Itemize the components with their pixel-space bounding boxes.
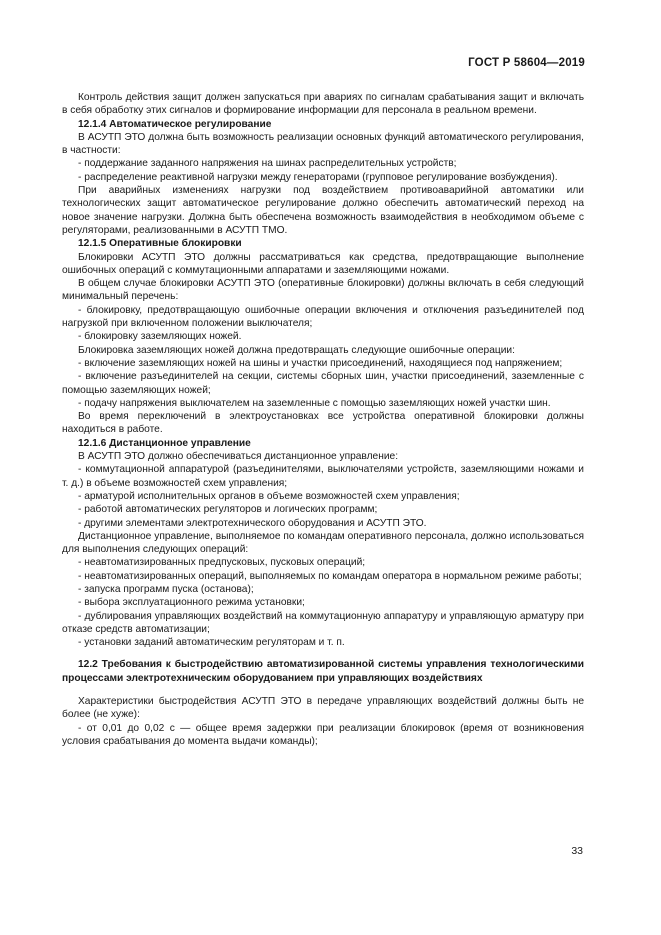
paragraph: При аварийных изменениях нагрузки под воздействием противоаварийной автоматики или технологических защит автоматическое регулирование должно обеспечить автоматический переход на новое значение нагрузки. Должна быть обеспечена возможность взаимодействия в необходимом объеме с регуляторами, реализованными в АСУТП ТМО. (62, 185, 584, 236)
page-number: 33 (571, 845, 583, 857)
list-item: - неавтоматизированных операций, выполняемых по командам оператора в нормальном режиме работы; (78, 570, 582, 582)
page-body (62, 91, 584, 748)
list-item: - работой автоматических регуляторов и логических программ; (78, 504, 378, 516)
paragraph: В общем случае блокировки АСУТП ЭТО (оперативные блокировки) должны включать в себя следующий минимальный перечень: (62, 278, 584, 303)
list-item: - установки заданий автоматическим регуляторам и т. п. (78, 637, 345, 649)
list-item: - коммутационной аппаратурой (разъединителями, выключателями устройств, заземляющими ножами и т. д.) в объеме возможностей схем управления; (62, 464, 584, 489)
paragraph: В АСУТП ЭТО должна быть возможность реализации основных функций автоматического регулирования, в частности: (62, 131, 584, 157)
list-item: - блокировку, предотвращающую ошибочные операции включения и отключения разъединителей под нагрузкой при включенном положении выключателя; (62, 304, 584, 330)
list-item: - неавтоматизированных предпусковых, пусковых операций; (78, 557, 366, 569)
section-heading-12-2: 12.2 Требования к быстродействию автоматизированной системы управления технологическими процессами электротехническим оборудованием при управляющих воздействиях (62, 659, 584, 684)
list-item: - дублирования управляющих воздействий на коммутационную аппаратуру и управляющую арматуру при отказе средств автоматизации; (62, 610, 584, 635)
paragraph: Блокировка заземляющих ножей должна предотвращать следующие ошибочные операции: (78, 344, 515, 356)
list-item: - запуска программ пуска (останова); (78, 583, 254, 595)
section-heading-12-1-6: 12.1.6 Дистанционное управление (78, 437, 251, 449)
standard-number: ГОСТ Р 58604—2019 (468, 57, 585, 69)
list-item: - арматурой исполнительных органов в объеме возможностей схем управления; (78, 490, 460, 502)
list-item: - включение заземляющих ножей на шины и участки присоединений, находящиеся под напряжением; (78, 357, 563, 369)
section-heading-12-1-5: 12.1.5 Оперативные блокировки (78, 238, 242, 250)
paragraph: Во время переключений в электроустановках все устройства оперативной блокировки должны находиться в работе. (62, 411, 584, 436)
list-item: - подачу напряжения выключателем на заземленные с помощью заземляющих ножей участки шин. (78, 397, 551, 409)
list-item: - блокировку заземляющих ножей. (78, 331, 242, 343)
list-item: - от 0,01 до 0,02 с — общее время задержки при реализации блокировок (время от возникновения условия срабатывания до момента выдачи команды); (62, 722, 584, 747)
paragraph: Контроль действия защит должен запускаться при авариях по сигналам срабатывания защит и включать в себя обработку этих сигналов и формирование информации для персонала в реальном времени. (62, 92, 584, 117)
section-heading-12-1-4: 12.1.4 Автоматическое регулирование (78, 118, 272, 130)
list-item: - выбора эксплуатационного режима установки; (78, 597, 305, 609)
paragraph: В АСУТП ЭТО должно обеспечиваться дистанционное управление: (78, 451, 399, 463)
list-item: - другими элементами электротехнического оборудования и АСУТП ЭТО. (78, 517, 427, 529)
paragraph: Характеристики быстродействия АСУТП ЭТО в передаче управляющих воздействий должны быть не более (не хуже): (62, 696, 584, 721)
list-item: - поддержание заданного напряжения на шинах распределительных устройств; (78, 158, 457, 170)
paragraph: Дистанционное управление, выполняемое по командам оперативного персонала, должно использоваться для выполнения следующих операций: (62, 530, 584, 556)
list-item: - распределение реактивной нагрузки между генераторами (групповое регулирование возбуждения). (78, 171, 558, 183)
list-item: - включение разъединителей на секции, системы сборных шин, участки присоединений, заземленные с помощью заземляющих ножей; (62, 371, 584, 396)
paragraph: Блокировки АСУТП ЭТО должны рассматриваться как средства, предотвращающие выполнение ошибочных операций с коммутационными аппаратами и заземляющими ножами. (62, 251, 584, 276)
